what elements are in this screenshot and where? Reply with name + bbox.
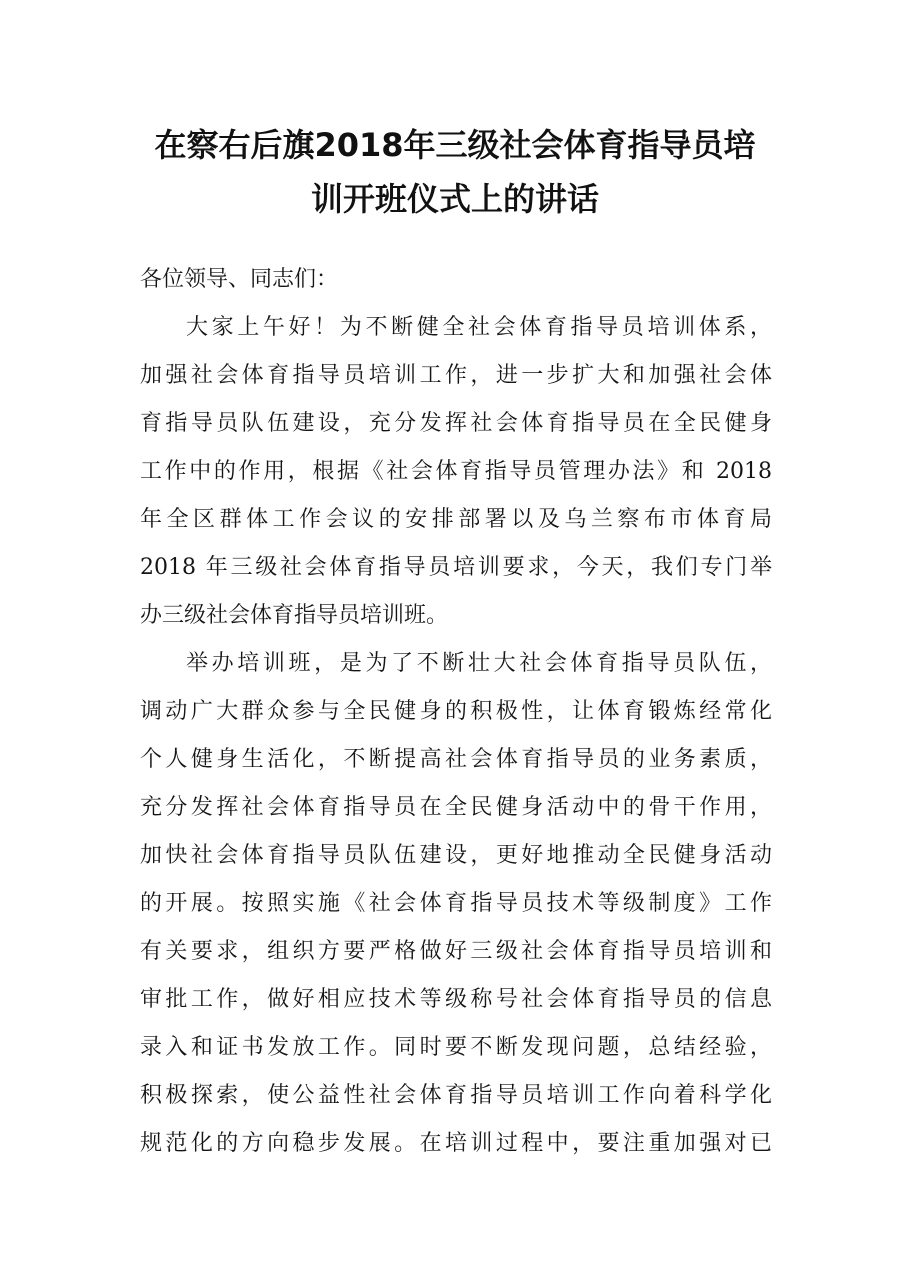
paragraph-2-line: 充分发挥社会体育指导员在全民健身活动中的骨干作用， <box>140 795 772 820</box>
paragraph-2-line: 个人健身生活化，不断提高社会体育指导员的业务素质， <box>140 747 772 772</box>
paragraph-1-line: 办三级社会体育指导员培训班。 <box>140 603 449 628</box>
paragraph-1-line: 育指导员队伍建设，充分发挥社会体育指导员在全民健身 <box>140 411 772 436</box>
title-line-1: 在察右后旗2018年三级社会体育指导员培 <box>154 126 756 164</box>
document-body <box>140 256 772 1168</box>
paragraph-2-line: 积极探索，使公益性社会体育指导员培训工作向着科学化 <box>140 1083 772 1108</box>
paragraph-1 <box>140 304 772 640</box>
paragraph-2-line: 有关要求，组织方要严格做好三级社会体育指导员培训和 <box>140 939 772 964</box>
paragraph-2-line: 的开展。按照实施《社会体育指导员技术等级制度》工作 <box>140 891 772 916</box>
paragraph-2-line: 调动广大群众参与全民健身的积极性，让体育锻炼经常化 <box>140 699 772 724</box>
paragraph-2-line: 审批工作，做好相应技术等级称号社会体育指导员的信息 <box>140 987 772 1012</box>
paragraph-1-line: 加强社会体育指导员培训工作，进一步扩大和加强社会体 <box>140 363 772 388</box>
paragraph-1-line: 年全区群体工作会议的安排部署以及乌兰察布市体育局 <box>140 507 772 532</box>
paragraph-2-line: 举办培训班，是为了不断壮大社会体育指导员队伍， <box>186 651 772 676</box>
paragraph-2 <box>140 640 772 1168</box>
salutation: 各位领导、同志们： <box>140 267 339 292</box>
paragraph-2-line: 规范化的方向稳步发展。在培训过程中，要注重加强对已 <box>140 1131 772 1156</box>
paragraph-2-line: 录入和证书发放工作。同时要不断发现问题，总结经验， <box>140 1035 772 1060</box>
title-line-2: 训开班仪式上的讲话 <box>310 180 599 218</box>
paragraph-1-line: 工作中的作用，根据《社会体育指导员管理办法》和 2018 <box>140 459 772 484</box>
paragraph-2-line: 加快社会体育指导员队伍建设，更好地推动全民健身活动 <box>140 843 772 868</box>
paragraph-1-line: 大家上午好！为不断健全社会体育指导员培训体系， <box>186 315 772 340</box>
paragraph-1-line: 2018 年三级社会体育指导员培训要求，今天，我们专门举 <box>140 555 772 580</box>
document-title <box>140 118 770 226</box>
